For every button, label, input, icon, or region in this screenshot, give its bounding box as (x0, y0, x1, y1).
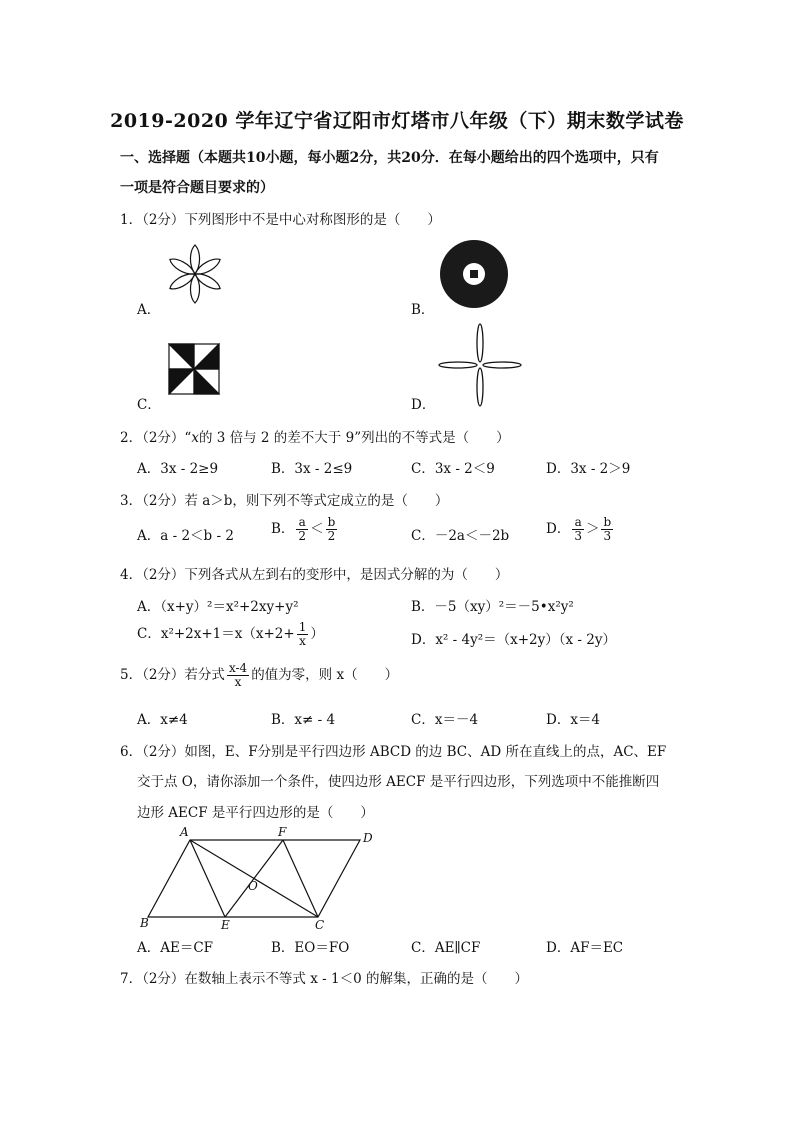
q6-option-a: A．AE＝CF (137, 940, 214, 956)
q6-stem-line2: 交于点 O，请你添加一个条件，使四边形 AECF 是平行四边形，下列选项中不能推断四 (137, 774, 660, 790)
q5-option-d: D．x＝4 (546, 712, 601, 728)
q2-option-c: C．3x - 2＜9 (411, 461, 495, 477)
label-vertex-c: C (315, 918, 325, 930)
q2-option-b: B．3x - 2≤9 (271, 461, 353, 477)
label-vertex-d: D (363, 831, 373, 845)
q4-option-c: C．x²+2x+1＝x（x+2+ $\frac{1}{x}$ ） (137, 620, 324, 648)
q5-option-a: A．x≠4 (137, 712, 188, 728)
q5-stem: 5．（2分）若分式 $\frac{x-4}{x}$ 的值为零，则 x（ ） (120, 661, 399, 689)
q1-option-a: A． (137, 302, 161, 318)
q6-option-d: D．AF＝EC (546, 940, 624, 956)
q1-stem: 1．（2分）下列图形中不是中心对称图形的是（ ） (120, 212, 441, 228)
q6-option-b: B．EO＝FO (271, 940, 350, 956)
page-title: 2019-2020 学年辽宁省辽阳市灯塔市八年级（下）期末数学试卷 (110, 110, 684, 132)
label-vertex-a: A (180, 825, 189, 839)
section-heading-line2: 一项是符合题目要求的） (120, 180, 274, 196)
label-vertex-e: E (221, 918, 230, 930)
q2-option-a: A．3x - 2≥9 (137, 461, 219, 477)
q6-stem-line1: 6．（2分）如图，E、F分别是平行四边形 ABCD 的边 BC、AD 所在直线上的点，AC、EF (120, 744, 667, 760)
q3-option-d: D． $\frac{a}{3}$ ＞ $\frac{b}{3}$ (546, 515, 612, 543)
q1-option-d: D． (411, 397, 436, 413)
q4-option-b: B．－5（xy）²＝－5•x²y² (411, 599, 574, 615)
q7-stem: 7．（2分）在数轴上表示不等式 x - 1＜0 的解集，正确的是（ ） (120, 971, 528, 987)
q3-option-b: B． $\frac{a}{2}$ ＜ $\frac{b}{2}$ (271, 515, 336, 543)
q3-option-c: C．－2a＜－2b (411, 528, 510, 544)
q3-stem: 3．（2分）若 a＞b，则下列不等式定成立的是（ ） (120, 493, 449, 509)
q4-option-a: A．（x+y）²＝x²+2xy+y² (137, 599, 299, 615)
q5-option-c: C．x＝－4 (411, 712, 479, 728)
flower-figure (160, 243, 230, 305)
section-heading-line1: 一、选择题（本题共10小题，每小题2分，共20分．在每小题给出的四个选项中，只有 (120, 150, 659, 166)
parallelogram-diagram (135, 822, 385, 930)
q6-option-c: C．AE∥CF (411, 940, 481, 956)
pinwheel-figure (168, 343, 220, 395)
q2-option-d: D．3x - 2＞9 (546, 461, 631, 477)
q6-stem-line3: 边形 AECF 是平行四边形的是（ ） (137, 805, 374, 821)
coin-figure (438, 238, 510, 310)
label-vertex-b: B (140, 916, 149, 930)
label-vertex-f: F (278, 825, 287, 839)
q5-option-b: B．x≠ - 4 (271, 712, 336, 728)
q1-option-b: B． (411, 302, 435, 318)
cross-ellipses-figure (438, 323, 522, 407)
q2-stem: 2．（2分）“x的 3 倍与 2 的差不大于 9”列出的不等式是（ ） (120, 430, 510, 446)
label-point-o: O (248, 879, 258, 893)
q4-stem: 4．（2分）下列各式从左到右的变形中，是因式分解的为（ ） (120, 567, 509, 583)
q3-option-a: A．a - 2＜b - 2 (137, 528, 234, 544)
q4-option-d: D．x² - 4y²＝（x+2y）（x - 2y） (411, 632, 616, 648)
q1-option-c: C． (137, 397, 161, 413)
